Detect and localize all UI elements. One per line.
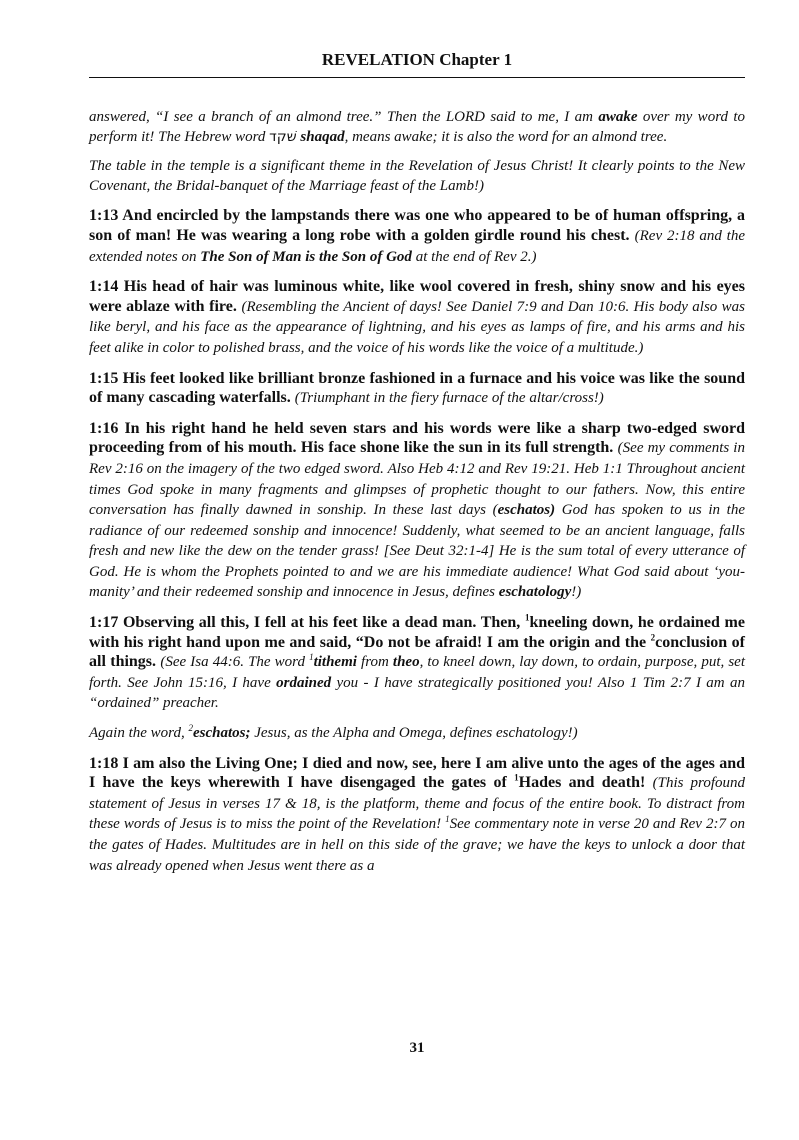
emphasis-awake: awake [598, 109, 638, 125]
note-emphasis: The Son of Man is the Son of God [200, 248, 412, 265]
verse-text: kneeling down, he ordained me with his right hand upon me and said, “Do not be afraid! I am the origin and the [89, 614, 745, 651]
note-emphasis: eschatos) [497, 502, 556, 519]
hebrew-word: שׁקד [269, 128, 297, 145]
note-emphasis: tithemi [313, 654, 357, 671]
note-text: !) [571, 584, 582, 601]
verse-text: 1:17 Observing all this, I fell at his feet like a dead man. Then, [89, 614, 525, 632]
verse-note [89, 654, 745, 711]
header-rule [89, 77, 745, 78]
note-text: See commentary note in verse 20 and Rev 2:7 on the gates of Hades. Multitudes are in hell on this side of the grave; we have the keys to unlock a door that was already opened when Jesus went there as a [89, 816, 746, 874]
verse-1-18 [89, 754, 745, 877]
verse-note [89, 440, 745, 600]
verse-text: Hades and death! [518, 774, 653, 792]
note-text: (Rev 2:18 and the extended notes on [89, 227, 746, 265]
footnote-marker: 2 [188, 723, 193, 734]
verse-1-15 [89, 369, 745, 409]
paragraph-again-eschatos [89, 724, 745, 744]
note-text: , to kneel down, lay down, to ordain, purpose, put, set forth. See John 15:16, I have [89, 654, 746, 691]
verse-text: 1:15 His feet looked like brilliant bronze fashioned in a furnace and his voice was like the sound of many cascading waterfalls. [89, 369, 745, 407]
verse-text: 1:18 I am also the Living One; I died and now, see, here I am alive unto the ages of the ages and I have the keys wherewith I have disengaged the gates of [89, 754, 745, 792]
page-number: 31 [409, 1040, 425, 1056]
emphasis-eschatos: eschatos; [192, 725, 251, 742]
verse-1-14 [89, 277, 745, 358]
footnote-marker: 1 [309, 652, 314, 663]
text-span: Jesus, as the Alpha and Omega, defines eschatology!) [250, 725, 578, 742]
note-text: at the end of Rev 2.) [411, 248, 537, 265]
verse-note: (Resembling the Ancient of days! See Daniel 7:9 and Dan 10:6. His body also was like beryl, and his face as the appearance of lightning, and his eyes as lamps of fire, and his arms and his feet alike in color to polished brass, and the voice of his words like the voice of a multitude.) [89, 298, 746, 356]
paragraph-almond-tree [89, 108, 745, 147]
emphasis-shaqad: shaqad [300, 128, 345, 145]
text-span: Again the word, [89, 725, 189, 742]
verse-text: 1:16 In his right hand he held seven stars and his words were like a sharp two-edged sword proceeding from of his mouth. His face shone like the sun in its full strength. [89, 419, 745, 457]
text-span: over my word to perform it! The Hebrew word [89, 109, 745, 145]
page-header-title: REVELATION Chapter 1 [321, 50, 513, 69]
note-text: God has spoken to us in the radiance of our redeemed sonship and innocence! Suddenly, what seemed to be an ancient language, falls fresh and new like the dew on the tender grass! [See Deut 32:1-4] He is the sum total of every utterance of God. He is whom the Prophets pointed to and we are his immediate audience! What God said about ‘you-manity’ and their redeemed sonship and innocence in Jesus, defines [89, 502, 745, 601]
text-span: answered, “I see a branch of an almond tree.” Then the LORD said to me, I am [89, 109, 599, 125]
verse-1-16 [89, 419, 745, 603]
page-content [89, 108, 745, 886]
verse-text: 1:13 And encircled by the lampstands there was one who appeared to be of human offspring, a son of man! He was wearing a long robe with a golden girdle round his chest. [89, 207, 745, 244]
paragraph-table-temple: The table in the temple is a significant theme in the Revelation of Jesus Christ! It clearly points to the New Covenant, the Bridal-banquet of the Marriage feast of the Lamb!) [89, 158, 745, 194]
footnote-marker: 1 [524, 612, 530, 623]
note-text: (See Isa 44:6. The word [160, 654, 310, 671]
verse-text: 1:14 His head of hair was luminous white, like wool covered in fresh, shiny snow and his eyes were ablaze with fire. [89, 278, 745, 315]
verse-text: conclusion of all things. [89, 633, 746, 671]
footnote-marker: 2 [650, 632, 656, 643]
note-emphasis: ordained [276, 674, 332, 691]
text-span: , means awake; it is also the word for an almond tree. [344, 128, 668, 145]
note-text: (This profound statement of Jesus in verses 17 & 18, is the platform, theme and focus of the entire book. To distract from these words of Jesus is to miss the point of the Revelation! [89, 775, 746, 833]
note-text: (See my comments in Rev 2:16 on the imagery of the two edged sword. Also Heb 4:12 and Rev 19:21. Heb 1:1 Throughout ancient times God spoke in many fragments and glimpses of prophetic thought to our fathers. Now, this entire conversation has finally dawned in sonship. In these last days ( [89, 440, 745, 519]
note-text: from [356, 654, 393, 671]
note-emphasis: theo [392, 654, 420, 671]
note-text: you - I have strategically positioned you! Also 1 Tim 2:7 I am an “ordained” preacher. [89, 674, 745, 712]
verse-1-13 [89, 206, 745, 267]
footnote-marker: 1 [514, 772, 519, 783]
verse-1-17 [89, 613, 745, 714]
footnote-marker: 1 [445, 814, 450, 825]
note-emphasis: eschatology [498, 584, 572, 601]
verse-note: (Triumphant in the fiery furnace of the altar/cross!) [294, 390, 604, 407]
